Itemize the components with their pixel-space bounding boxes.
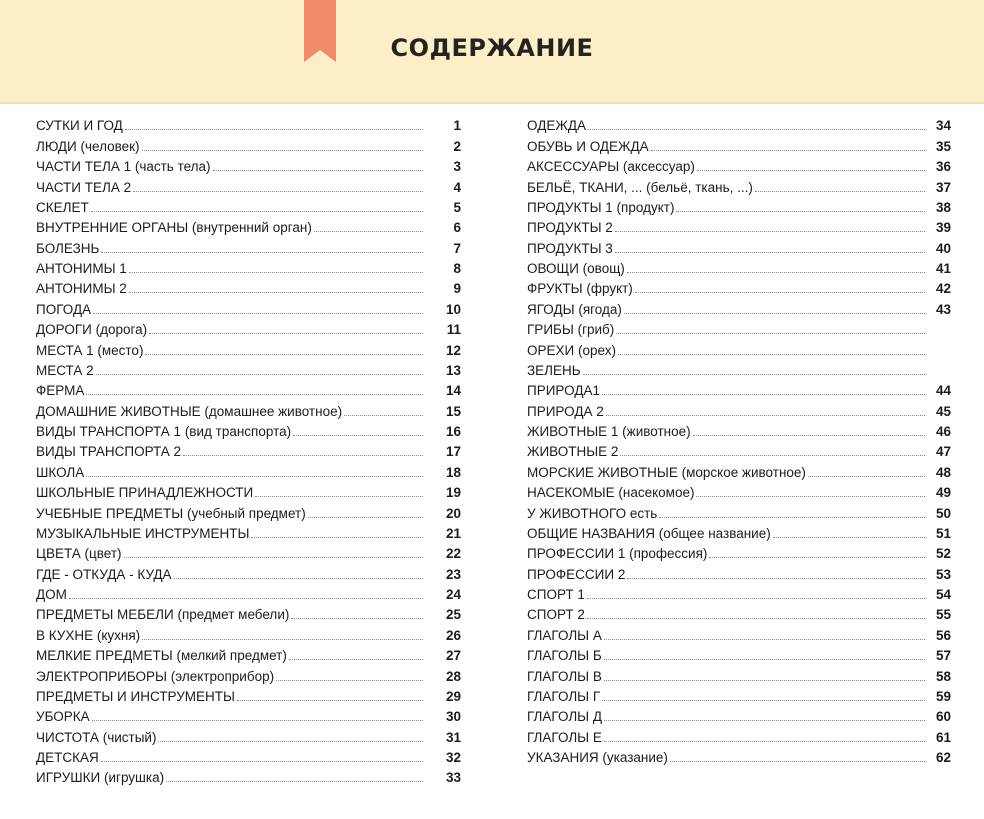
toc-entry-label: ПРИРОДА1	[527, 383, 600, 399]
dot-leader	[133, 190, 423, 192]
toc-entry-label: УБОРКА	[36, 709, 90, 725]
toc-entry-label: ОБУВЬ И ОДЕЖДА	[527, 138, 649, 154]
toc-entry-label: ПРИРОДА 2	[527, 403, 604, 419]
toc-entry	[36, 644, 461, 664]
toc-entry-page: 24	[445, 587, 461, 602]
dot-leader	[276, 679, 423, 681]
dot-leader	[86, 393, 423, 395]
toc-entry-page: 49	[935, 485, 951, 501]
toc-entry	[36, 216, 461, 236]
toc-entry-page: 25	[445, 607, 461, 623]
toc-entry-label: МЕСТА 2	[36, 362, 94, 378]
toc-entry-label: ВИДЫ ТРАНСПОРТА 2	[36, 444, 182, 460]
toc-entry-label: ЭЛЕКТРОПРИБОРЫ (электроприбор)	[36, 668, 275, 684]
toc-entry-page: 1	[453, 118, 461, 134]
toc-entry	[36, 725, 461, 745]
dot-leader	[635, 291, 925, 293]
toc-entry-page: 5	[453, 199, 461, 215]
dot-leader	[587, 597, 925, 599]
toc-entry-page: 43	[935, 301, 951, 317]
toc-entry-label: ПРОДУКТЫ 1 (продукт)	[527, 199, 675, 215]
toc-entry-page: 26	[445, 627, 461, 643]
toc-entry-page: 32	[445, 750, 461, 765]
dot-leader	[125, 128, 423, 130]
toc-entry-page: 20	[445, 505, 461, 521]
toc-entry	[36, 114, 461, 134]
toc-entry-label: ПРЕДМЕТЫ И ИНСТРУМЕНТЫ	[36, 688, 235, 704]
toc-entry	[527, 277, 951, 297]
toc-entry-page: 51	[935, 525, 951, 541]
toc-entry-label: УКАЗАНИЯ (указание)	[527, 750, 668, 765]
toc-entry	[527, 399, 951, 419]
dot-leader	[69, 597, 423, 599]
toc-entry-label: ДОРОГИ (дорога)	[36, 322, 148, 338]
toc-entry	[36, 359, 461, 379]
toc-entry-page: 28	[445, 668, 461, 684]
toc-entry-page: 36	[935, 159, 951, 175]
toc-entry	[36, 277, 461, 297]
toc-entry-label: ДЕТСКАЯ	[36, 750, 99, 765]
toc-entry-page: 57	[935, 648, 951, 664]
toc-entry-label: ГЛАГОЛЫ В	[527, 668, 602, 684]
toc-entry-label: НАСЕКОМЫЕ (насекомое)	[527, 485, 695, 501]
toc-entry-label: ГДЕ - ОТКУДА - КУДА	[36, 566, 172, 582]
toc-entry-label: ПРОФЕССИИ 2	[527, 566, 626, 582]
dot-leader	[86, 475, 423, 477]
toc-entry-label: ГЛАГОЛЫ А	[527, 627, 602, 643]
toc-entry-label: АНТОНИМЫ 1	[36, 261, 127, 276]
toc-entry-page: 13	[445, 362, 461, 378]
toc-entry-label: ПРЕДМЕТЫ МЕБЕЛИ (предмет мебели)	[36, 607, 290, 623]
dot-leader	[696, 495, 925, 497]
dot-leader	[615, 251, 925, 253]
dot-leader	[183, 454, 423, 456]
dot-leader	[624, 312, 925, 314]
toc-entry-page: 23	[445, 566, 461, 582]
toc-entry-label: СПОРТ 2	[527, 607, 585, 623]
dot-leader	[142, 638, 423, 640]
toc-entry	[36, 155, 461, 175]
dot-leader	[709, 556, 925, 558]
dot-leader	[604, 679, 925, 681]
toc-entry	[527, 725, 951, 745]
toc-entry	[36, 542, 461, 562]
toc-entry-page: 30	[445, 709, 461, 725]
toc-entry	[36, 420, 461, 440]
dot-leader	[670, 760, 925, 762]
toc-entry-label: ЖИВОТНЫЕ 2	[527, 444, 619, 460]
dot-leader	[129, 271, 423, 273]
toc-entry	[36, 318, 461, 338]
toc-entry-label: ОБЩИЕ НАЗВАНИЯ (общее название)	[527, 525, 771, 541]
toc-entry-label: ЯГОДЫ (ягода)	[527, 301, 622, 317]
toc-entry-label: ОДЕЖДА	[527, 118, 586, 134]
toc-entry	[36, 705, 461, 725]
toc-entry-label: ОВОЩИ (овощ)	[527, 261, 625, 276]
dot-leader	[124, 556, 423, 558]
toc-entry	[36, 338, 461, 358]
toc-entry	[527, 644, 951, 664]
toc-entry	[527, 297, 951, 317]
dot-leader	[602, 699, 925, 701]
toc-entry	[36, 562, 461, 582]
header-divider	[0, 102, 984, 104]
dot-leader	[213, 169, 423, 171]
dot-leader	[314, 230, 423, 232]
toc-entry-page: 61	[935, 729, 951, 745]
toc-entry-label: ИГРУШКИ (игрушка)	[36, 770, 165, 786]
dot-leader	[92, 719, 423, 721]
dot-leader	[166, 780, 423, 782]
toc-entry-page: 10	[445, 301, 461, 317]
toc-entry	[527, 562, 951, 582]
toc-entry	[36, 460, 461, 480]
toc-entry	[527, 705, 951, 725]
dot-leader	[604, 719, 925, 721]
toc-entry-label: ДОМ	[36, 587, 67, 602]
toc-entry-label: ЦВЕТА (цвет)	[36, 546, 122, 562]
dot-leader	[602, 393, 925, 395]
toc-entry-label: ПОГОДА	[36, 301, 92, 317]
toc-entry	[527, 114, 951, 134]
dot-leader	[697, 169, 925, 171]
toc-entry	[527, 542, 951, 562]
toc-entry	[527, 603, 951, 623]
toc-entry	[36, 379, 461, 399]
toc-entry	[36, 746, 461, 766]
toc-entry	[36, 481, 461, 501]
dot-leader	[588, 128, 925, 130]
toc-entry	[36, 664, 461, 684]
dot-leader	[587, 617, 925, 619]
toc-entry	[36, 603, 461, 623]
dot-leader	[627, 577, 925, 579]
toc-entry-page: 33	[445, 770, 461, 786]
dot-leader	[604, 658, 925, 660]
toc-entry	[527, 501, 951, 521]
toc-entry-page: 17	[445, 444, 461, 460]
toc-entry	[527, 318, 951, 338]
toc-entry	[36, 257, 461, 277]
toc-entry-label: ЧАСТИ ТЕЛА 1 (часть тела)	[36, 159, 211, 175]
toc-entry	[36, 196, 461, 216]
toc-entry-label: ВНУТРЕННИЕ ОРГАНЫ (внутренний орган)	[36, 220, 312, 236]
toc-entry-page: 38	[935, 199, 951, 215]
toc-entry-page: 27	[445, 648, 461, 664]
dot-leader	[174, 577, 423, 579]
toc-entry-label: ГРИБЫ (гриб)	[527, 322, 615, 338]
toc-entry-label: ГЛАГОЛЫ Е	[527, 729, 602, 745]
dot-leader	[289, 658, 423, 660]
toc-entry-page: 41	[935, 261, 951, 276]
toc-entry	[527, 236, 951, 256]
toc-entry	[36, 399, 461, 419]
toc-entry	[36, 623, 461, 643]
toc-entry-label: СПОРТ 1	[527, 587, 585, 602]
dot-leader	[659, 516, 925, 518]
toc-entry	[527, 216, 951, 236]
toc-entry	[527, 420, 951, 440]
toc-entry	[36, 685, 461, 705]
toc-entry-label: ОРЕХИ (орех)	[527, 342, 616, 358]
toc-entry-label: У ЖИВОТНОГО есть	[527, 505, 658, 521]
dot-leader	[142, 149, 423, 151]
toc-entry-label: ДОМАШНИЕ ЖИВОТНЫЕ (домашнее животное)	[36, 403, 343, 419]
toc-entry-label: ПРОДУКТЫ 3	[527, 240, 613, 256]
dot-leader	[158, 740, 423, 742]
dot-leader	[616, 332, 925, 334]
toc-entry-page: 11	[446, 322, 461, 338]
toc-entry-page: 42	[935, 281, 951, 297]
toc-entry-page: 60	[935, 709, 951, 725]
dot-leader	[583, 373, 925, 375]
toc-entry-page: 16	[445, 424, 461, 439]
dot-leader	[676, 210, 925, 212]
dot-leader	[627, 271, 925, 273]
dot-leader	[606, 414, 925, 416]
dot-leader	[93, 312, 423, 314]
dot-leader	[604, 740, 925, 742]
toc-entry-label: ЗЕЛЕНЬ	[527, 362, 581, 378]
toc-entry-page: 58	[935, 668, 951, 684]
toc-entry	[527, 522, 951, 542]
toc-entry-page: 6	[453, 220, 461, 236]
toc-entry	[527, 440, 951, 460]
toc-entry-label: В КУХНЕ (кухня)	[36, 627, 141, 643]
dot-leader	[237, 699, 423, 701]
dot-leader	[693, 434, 925, 436]
toc-entry	[36, 440, 461, 460]
toc-entry	[527, 460, 951, 480]
toc-entry-page: 39	[935, 220, 951, 236]
toc-entry-page: 54	[935, 587, 951, 602]
toc-entry-page: 29	[445, 688, 461, 704]
toc-entry-label: ФЕРМА	[36, 383, 85, 399]
dot-leader	[91, 210, 423, 212]
toc-entry	[527, 155, 951, 175]
toc-entry-label: ГЛАГОЛЫ Г	[527, 688, 601, 704]
toc-entry-label: СУТКИ И ГОД	[36, 118, 123, 134]
toc-entry	[527, 379, 951, 399]
page-title: СОДЕРЖАНИЕ	[390, 34, 594, 62]
toc-entry-page: 21	[445, 525, 461, 541]
dot-leader	[615, 230, 925, 232]
toc-entry	[36, 297, 461, 317]
dot-leader	[255, 495, 423, 497]
toc-entry-page: 2	[453, 138, 461, 154]
toc-entry	[36, 175, 461, 195]
toc-entry	[36, 766, 461, 786]
toc-entry-page: 34	[935, 118, 951, 134]
toc-entry-page: 56	[935, 627, 951, 643]
toc-entry-label: БЕЛЬЁ, ТКАНИ, ... (бельё, ткань, ...)	[527, 179, 753, 195]
toc-entry-label: АНТОНИМЫ 2	[36, 281, 127, 297]
dot-leader	[101, 251, 423, 253]
toc-entry-label: ЛЮДИ (человек)	[36, 138, 140, 154]
toc-column-left	[36, 114, 461, 786]
toc-entry-page: 4	[453, 179, 461, 195]
toc-entry-label: УЧЕБНЫЕ ПРЕДМЕТЫ (учебный предмет)	[36, 505, 306, 521]
toc-entry-label: ГЛАГОЛЫ Б	[527, 648, 602, 664]
toc-entry-page: 35	[935, 138, 951, 154]
toc-entry-page: 8	[453, 261, 461, 276]
dot-leader	[101, 760, 423, 762]
toc-entry-page: 7	[453, 240, 461, 256]
toc-entry	[527, 359, 951, 379]
toc-entry-page: 3	[453, 159, 461, 175]
toc-entry-page: 14	[445, 383, 461, 399]
toc-entry	[36, 134, 461, 154]
dot-leader	[755, 190, 925, 192]
dot-leader	[620, 454, 925, 456]
dot-leader	[96, 373, 423, 375]
toc-entry-page: 40	[935, 240, 951, 256]
dot-leader	[291, 617, 423, 619]
toc-entry	[36, 583, 461, 603]
toc-entry-label: ЧИСТОТА (чистый)	[36, 729, 157, 745]
toc-entry-label: ВИДЫ ТРАНСПОРТА 1 (вид транспорта)	[36, 424, 292, 439]
toc-entry-page: 12	[445, 342, 461, 358]
dot-leader	[604, 638, 925, 640]
toc-entry	[527, 746, 951, 766]
toc-entry-page: 46	[935, 424, 951, 439]
dot-leader	[808, 475, 925, 477]
toc-entry	[527, 664, 951, 684]
toc-entry-page: 22	[445, 546, 461, 562]
toc-entry-label: ГЛАГОЛЫ Д	[527, 709, 603, 725]
toc-entry-page: 62	[935, 750, 951, 765]
dot-leader	[773, 536, 925, 538]
toc-entry-label: АКСЕССУАРЫ (аксессуар)	[527, 159, 695, 175]
toc-entry-label: МОРСКИЕ ЖИВОТНЫЕ (морское животное)	[527, 464, 806, 480]
toc-entry	[527, 623, 951, 643]
toc-entry-label: ЖИВОТНЫЕ 1 (животное)	[527, 424, 691, 439]
toc-entry-page: 59	[935, 688, 951, 704]
toc-entry	[527, 685, 951, 705]
toc-entry-page: 9	[453, 281, 461, 297]
dot-leader	[149, 332, 423, 334]
toc-entry-label: ЧАСТИ ТЕЛА 2	[36, 179, 132, 195]
toc-entry-page: 50	[935, 505, 951, 521]
toc-entry-page: 53	[935, 566, 951, 582]
toc-entry	[36, 236, 461, 256]
toc-entry-page: 55	[935, 607, 951, 623]
toc-column-right	[527, 114, 951, 766]
toc-entry	[36, 522, 461, 542]
toc-entry-page: 31	[445, 729, 461, 745]
toc-entry-label: МЕСТА 1 (место)	[36, 342, 144, 358]
toc-entry-label: СКЕЛЕТ	[36, 199, 89, 215]
toc-entry-label: ПРОФЕССИИ 1 (профессия)	[527, 546, 708, 562]
toc-entry-label: ШКОЛА	[36, 464, 85, 480]
toc-entry-label: ПРОДУКТЫ 2	[527, 220, 613, 236]
dot-leader	[308, 516, 423, 518]
toc-entry-page: 44	[935, 383, 951, 399]
dot-leader	[129, 291, 423, 293]
dot-leader	[293, 434, 423, 436]
toc-entry	[527, 257, 951, 277]
toc-entry-label: МУЗЫКАЛЬНЫЕ ИНСТРУМЕНТЫ	[36, 525, 250, 541]
dot-leader	[145, 353, 423, 355]
toc-entry-page: 48	[935, 464, 951, 480]
dot-leader	[651, 149, 925, 151]
toc-entry-page: 19	[445, 485, 461, 501]
dot-leader	[618, 353, 925, 355]
toc-entry-page: 37	[935, 179, 951, 195]
toc-entry	[527, 481, 951, 501]
dot-leader	[344, 414, 423, 416]
toc-entry-label: ФРУКТЫ (фрукт)	[527, 281, 633, 297]
toc-entry	[527, 175, 951, 195]
toc-entry-page: 15	[445, 403, 461, 419]
dot-leader	[251, 536, 423, 538]
toc-entry	[527, 338, 951, 358]
toc-entry-page: 47	[935, 444, 951, 460]
toc-entry	[527, 583, 951, 603]
toc-entry-page: 52	[935, 546, 951, 562]
toc-entry-page: 18	[445, 464, 461, 480]
toc-entry-label: БОЛЕЗНЬ	[36, 240, 100, 256]
toc-entry-label: ШКОЛЬНЫЕ ПРИНАДЛЕЖНОСТИ	[36, 485, 254, 501]
toc-entry-label: МЕЛКИЕ ПРЕДМЕТЫ (мелкий предмет)	[36, 648, 287, 664]
toc-entry	[527, 196, 951, 216]
toc-entry	[527, 134, 951, 154]
toc-entry	[36, 501, 461, 521]
toc-entry-page: 45	[935, 403, 951, 419]
